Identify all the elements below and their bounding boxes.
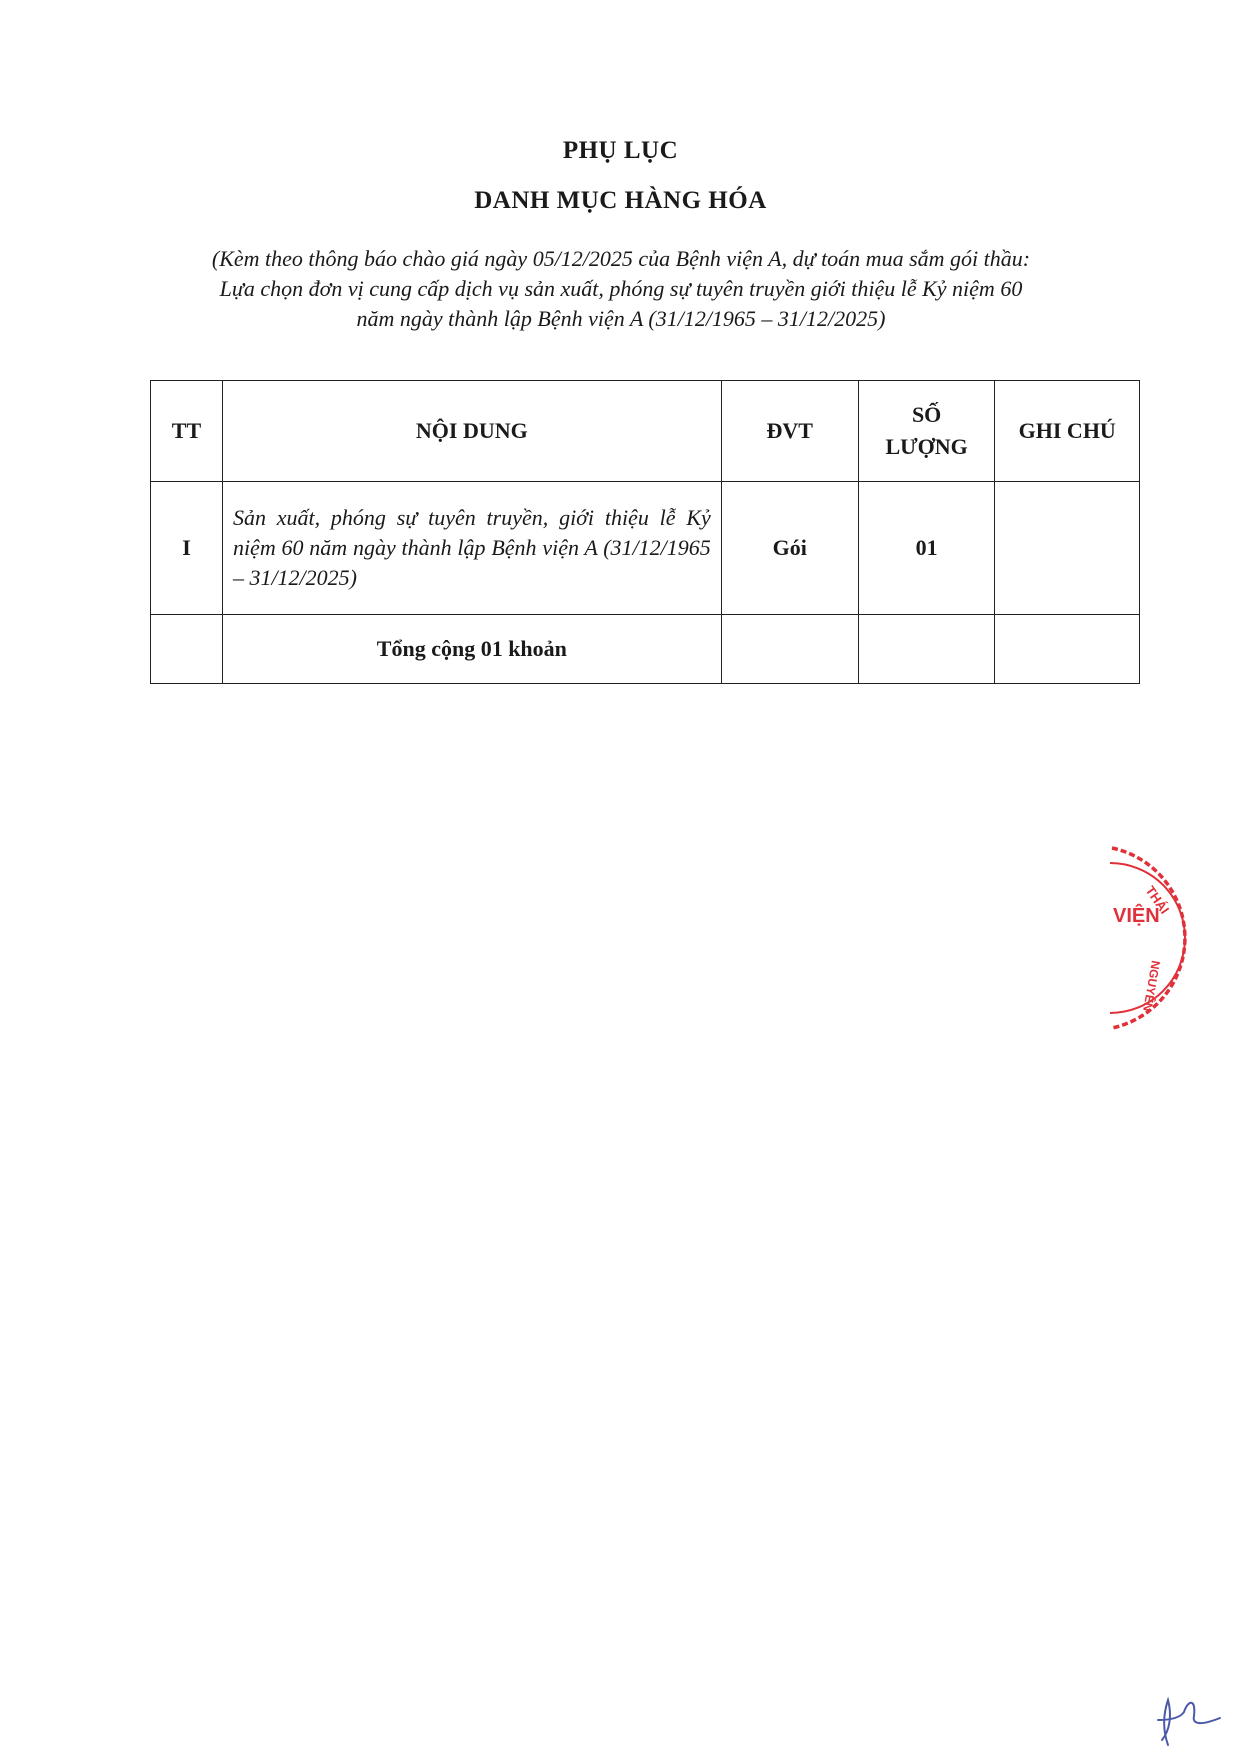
header-quantity: [858, 381, 995, 482]
subtitle: [140, 244, 1102, 334]
cell-total-empty: [858, 615, 995, 684]
header-content: NỘI DUNG: [222, 381, 721, 482]
header-unit: ĐVT: [721, 381, 858, 482]
cell-unit: Gói: [721, 482, 858, 615]
table-total-row: [151, 615, 1140, 684]
goods-table: [150, 380, 1140, 684]
subtitle-line: năm ngày thành lập Bệnh viện A (31/12/1965 – 31/12/2025): [356, 306, 886, 331]
table-row: [151, 482, 1140, 615]
signature-icon: [1150, 1690, 1230, 1750]
header-quantity-line1: SỐ: [911, 402, 942, 427]
svg-text:NGUYÊN: NGUYÊN: [1140, 959, 1163, 1013]
table-header-row: [151, 381, 1140, 482]
cell-tt: I: [151, 482, 223, 615]
page-title: PHỤ LỤC: [562, 137, 679, 164]
cell-note: [995, 482, 1140, 615]
header-tt: TT: [151, 381, 223, 482]
cell-total-label: Tổng cộng 01 khoản: [222, 615, 721, 684]
page-heading: DANH MỤC HÀNG HÓA: [474, 187, 767, 214]
cell-total-empty: [721, 615, 858, 684]
header-note: GHI CHÚ: [995, 381, 1140, 482]
subtitle-line: Lựa chọn đơn vị cung cấp dịch vụ sản xuất, phóng sự tuyên truyền giới thiệu lễ Kỷ niệm 60: [219, 276, 1023, 301]
cell-content: Sản xuất, phóng sự tuyên truyền, giới thiệu lễ Kỷ niệm 60 năm ngày thành lập Bệnh viện A (31/12/1965 – 31/12/2025): [222, 482, 721, 615]
stamp-text: VIỆN: [1113, 905, 1160, 927]
header-quantity-line2: LƯỢNG: [885, 434, 968, 459]
cell-quantity: 01: [858, 482, 995, 615]
subtitle-line: (Kèm theo thông báo chào giá ngày 05/12/2025 của Bệnh viện A, dự toán mua sắm gói thầu:: [211, 246, 1031, 271]
stamp-seal-icon: [1100, 838, 1230, 1038]
cell-total-empty: [151, 615, 223, 684]
svg-text:THÁI: THÁI: [1142, 883, 1173, 917]
cell-total-empty: [995, 615, 1140, 684]
